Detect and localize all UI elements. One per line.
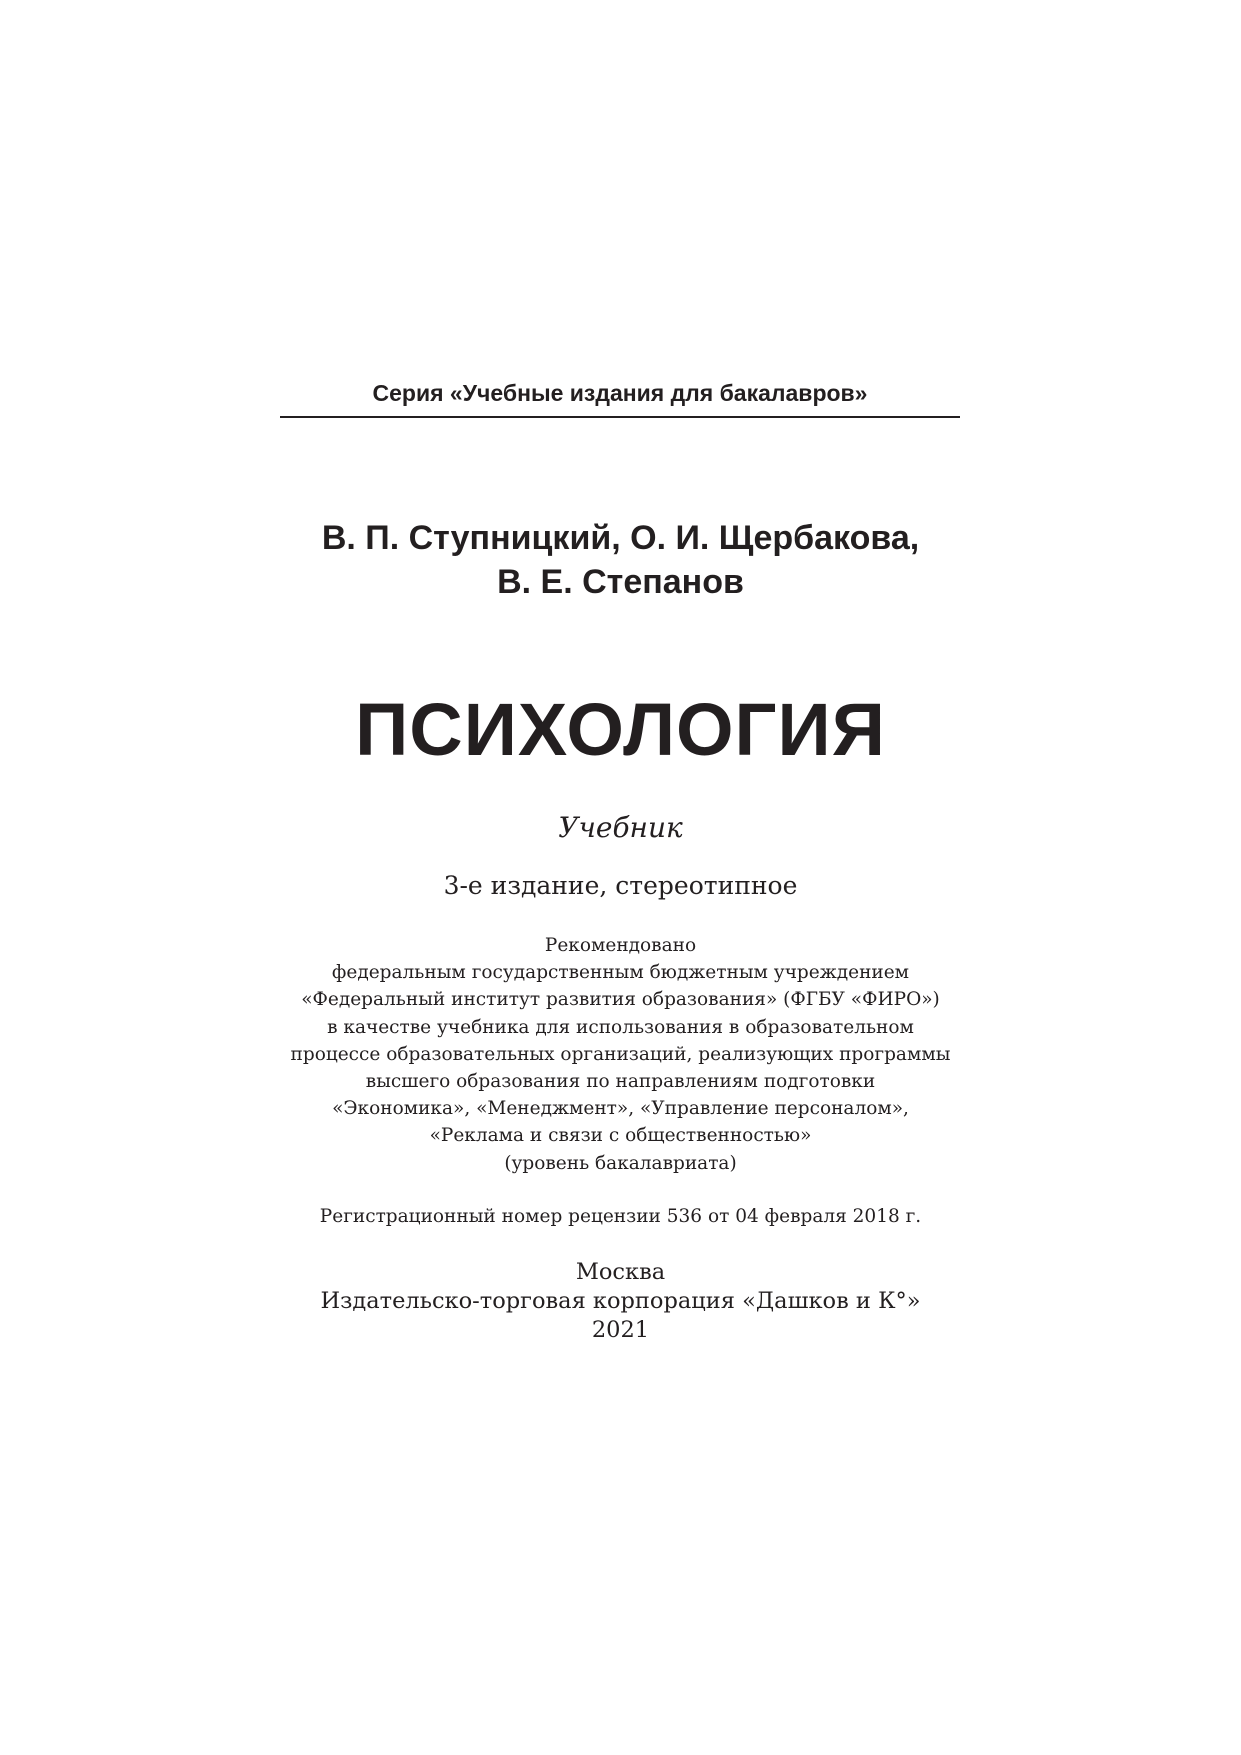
series-divider: [280, 416, 960, 418]
recommendation-line: «Федеральный институт развития образования» (ФГБУ «ФИРО»): [301, 989, 940, 1011]
recommendation-line: процессе образовательных организаций, реализующих программы: [290, 1043, 951, 1065]
imprint-year: 2021: [591, 1317, 650, 1343]
registration-number: Регистрационный номер рецензии 536 от 04 февраля 2018 г.: [319, 1206, 922, 1227]
book-title: ПСИХОЛОГИЯ: [355, 688, 886, 771]
authors-line: В. П. Ступницкий, О. И. Щербакова,: [321, 519, 920, 557]
recommendation-line: Рекомендовано: [544, 935, 697, 956]
recommendation-line: «Реклама и связи с общественностью»: [429, 1125, 812, 1147]
recommendation-line: «Экономика», «Менеджмент», «Управление персоналом»,: [332, 1098, 909, 1120]
series-title: Серия «Учебные издания для бакалавров»: [372, 380, 868, 406]
recommendation-line: в качестве учебника для использования в образовательном: [327, 1016, 914, 1038]
recommendation-block: [240, 932, 1001, 1177]
authors-block: [240, 516, 1001, 604]
book-subtitle: Учебник: [558, 811, 683, 844]
authors-line: В. Е. Степанов: [497, 563, 744, 601]
edition-note: 3-е издание, стереотипное: [443, 871, 798, 900]
imprint-publisher: Издательско-торговая корпорация «Дашков и К°»: [320, 1288, 921, 1314]
imprint-city: Москва: [575, 1259, 666, 1285]
recommendation-line: (уровень бакалавриата): [504, 1152, 737, 1174]
recommendation-line: федеральным государственным бюджетным учреждением: [331, 962, 910, 984]
imprint-block: [240, 1258, 1001, 1345]
recommendation-line: высшего образования по направлениям подготовки: [365, 1071, 876, 1093]
